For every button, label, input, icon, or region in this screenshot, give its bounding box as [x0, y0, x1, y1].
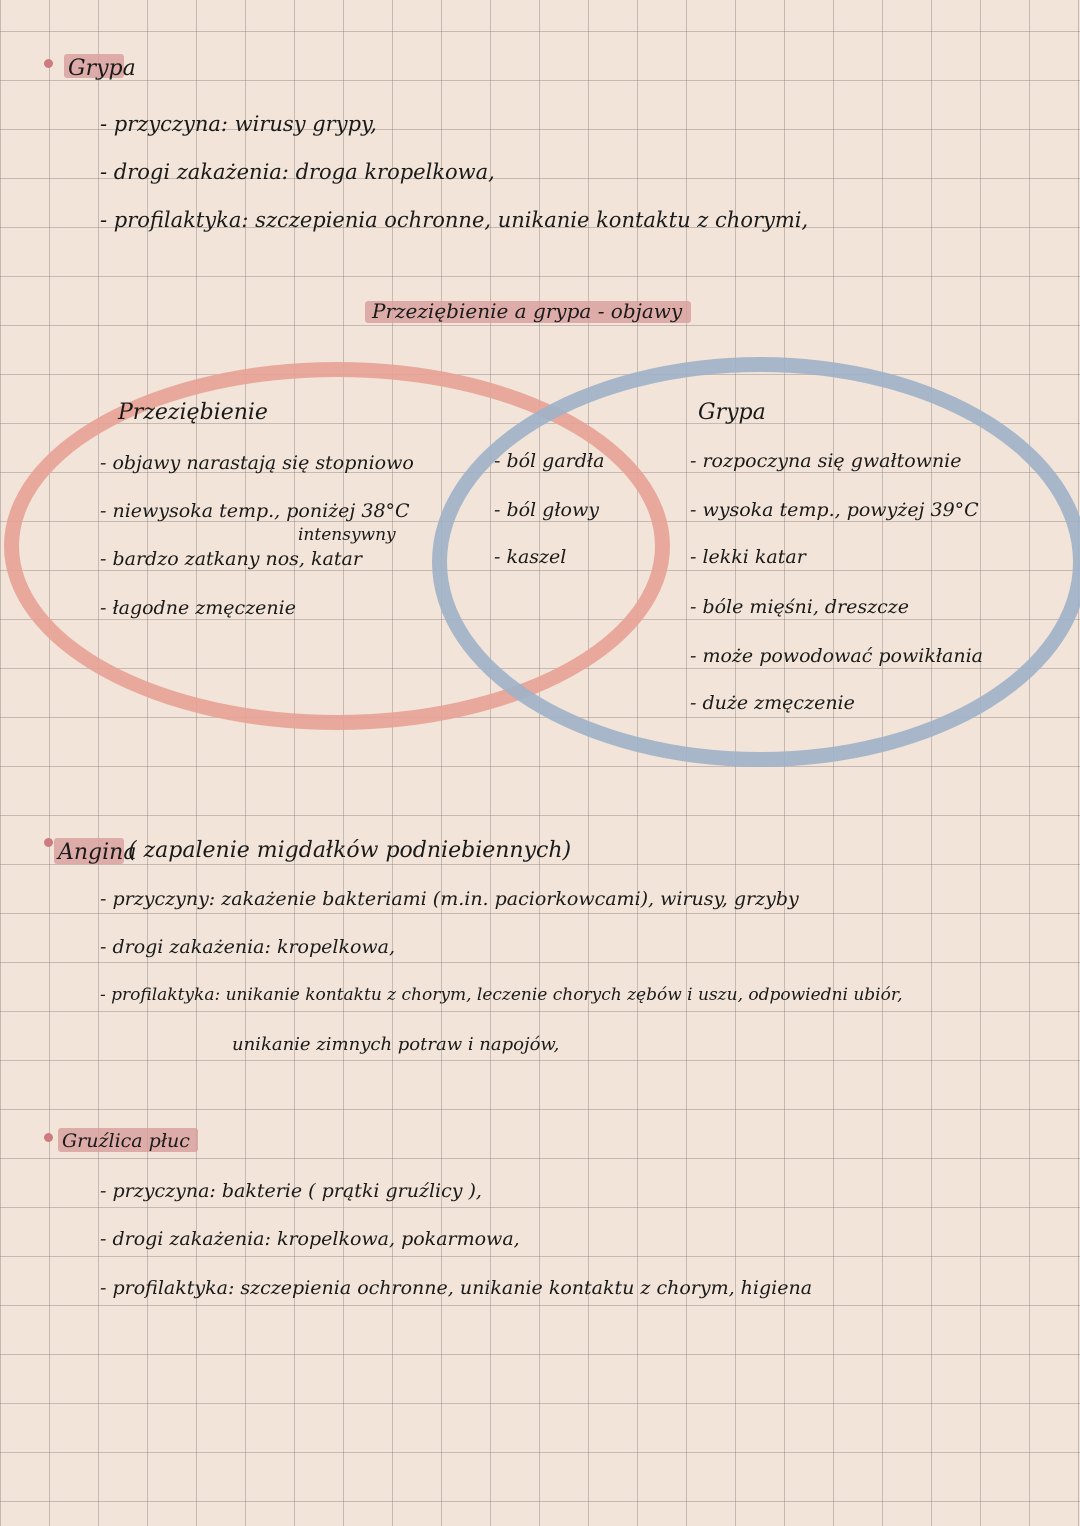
- venn-common-item-1: - ból gardła: [494, 450, 605, 472]
- grypa-cause: - przyczyna: wirusy grypy,: [100, 112, 377, 136]
- bullet-gruzlica: [44, 1133, 53, 1142]
- bullet-angina: [44, 838, 53, 847]
- angina-subtitle: ( zapalenie migdałków podniebiennych): [128, 838, 572, 863]
- venn-left-item-3: - bardzo zatkany nos, katar: [100, 548, 362, 570]
- gruzlica-transmission: - drogi zakażenia: kropelkowa, pokarmowa,: [100, 1228, 520, 1250]
- venn-left-item-1: - objawy narastają się stopniowo: [100, 452, 414, 474]
- angina-transmission: - drogi zakażenia: kropelkowa,: [100, 936, 396, 958]
- grypa-transmission: - drogi zakażenia: droga kropelkowa,: [100, 160, 495, 184]
- venn-right-item-2: - wysoka temp., powyżej 39°C: [690, 499, 979, 521]
- angina-prevention-cont: unikanie zimnych potraw i napojów,: [232, 1034, 560, 1055]
- venn-common-item-3: - kaszel: [494, 546, 567, 568]
- comparison-title: Przeziębienie a grypa - objawy: [372, 299, 683, 323]
- venn-left-annotation: intensywny: [298, 525, 396, 545]
- section-title-grypa: Grypa: [68, 56, 136, 81]
- venn-right-title: Grypa: [698, 400, 766, 425]
- angina-prevention: - profilaktyka: unikanie kontaktu z chorym, leczenie chorych zębów i uszu, odpowiedni ubiór,: [100, 985, 903, 1005]
- venn-right-item-4: - bóle mięśni, dreszcze: [690, 596, 910, 618]
- venn-left-item-4: - łagodne zmęczenie: [100, 597, 296, 619]
- venn-right-item-5: - może powodować powikłania: [690, 645, 983, 667]
- venn-left-title: Przeziębienie: [118, 400, 268, 425]
- gruzlica-cause: - przyczyna: bakterie ( prątki gruźlicy ),: [100, 1180, 482, 1202]
- venn-right-item-6: - duże zmęczenie: [690, 692, 855, 714]
- venn-right-item-1: - rozpoczyna się gwałtownie: [690, 450, 962, 472]
- grypa-prevention: - profilaktyka: szczepienia ochronne, unikanie kontaktu z chorymi,: [100, 208, 809, 232]
- venn-common-item-2: - ból głowy: [494, 499, 599, 521]
- bullet-grypa: [44, 59, 53, 68]
- venn-right-item-3: - lekki katar: [690, 546, 806, 568]
- angina-cause: - przyczyny: zakażenie bakteriami (m.in. paciorkowcami), wirusy, grzyby: [100, 888, 799, 910]
- gruzlica-prevention: - profilaktyka: szczepienia ochronne, unikanie kontaktu z chorym, higiena: [100, 1277, 813, 1299]
- venn-left-item-2: - niewysoka temp., poniżej 38°C: [100, 500, 410, 522]
- section-title-gruzlica: Gruźlica płuc: [62, 1130, 190, 1152]
- section-title-angina: Angina: [58, 840, 137, 865]
